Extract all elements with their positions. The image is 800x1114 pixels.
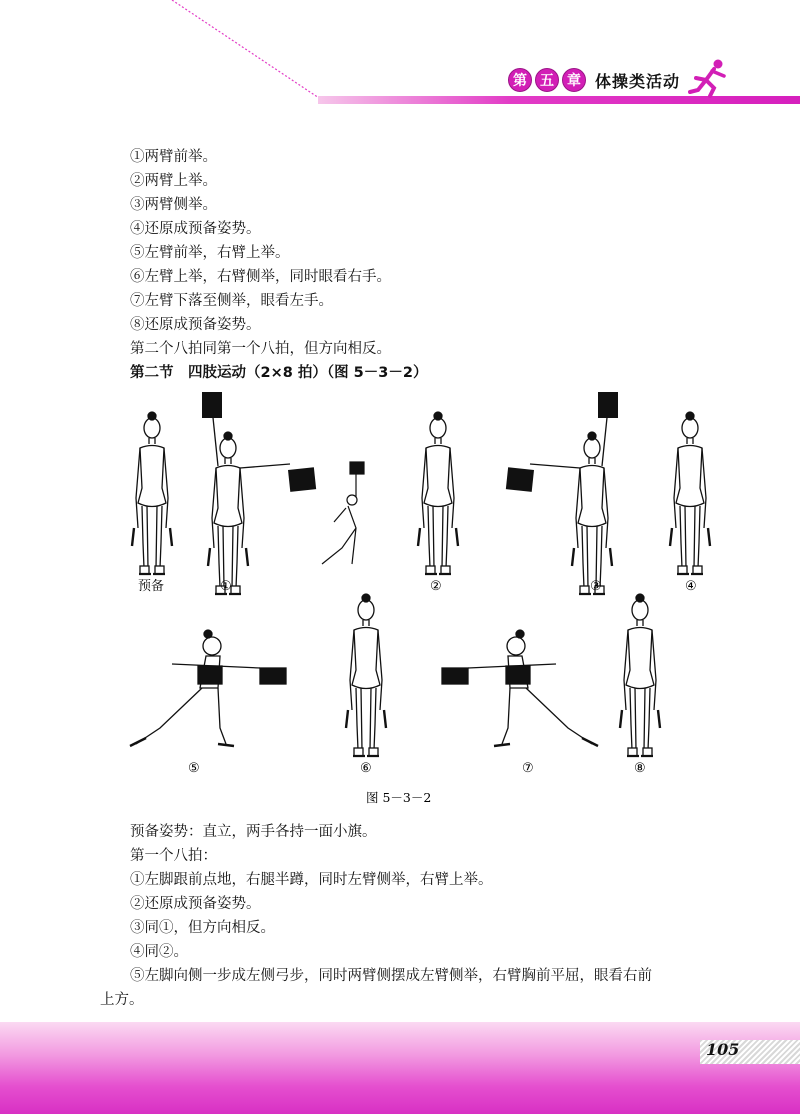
paragraph: 第二个八拍同第一个八拍，但方向相反。 [130,341,391,357]
header-decorative-line [0,0,800,110]
paragraph: ①左脚跟前点地，右腿半蹲，同时左臂侧举，右臂上举。 [130,872,493,888]
paragraph: ⑥左臂上举，右臂侧举，同时眼看右手。 [130,269,391,285]
exercise-illustration [120,388,720,808]
paragraph: ⑤左脚向侧一步成左侧弓步，同时两臂侧摆成左臂侧举，右臂胸前平屈，眼看右前 [130,968,652,984]
exercise-figure [120,388,720,808]
paragraph: ③两臂侧举。 [130,197,217,213]
chapter-title: 体操类活动 [595,71,681,91]
footer-band [0,1022,800,1114]
figure-label: ⑤ [188,761,200,776]
paragraph: ⑦左臂下落至侧举，眼看左手。 [130,293,333,309]
paragraph: ②两臂上举。 [130,173,217,189]
body-text-top [100,145,427,385]
paragraph: ⑤左臂前举，右臂上举。 [130,245,290,261]
figure-label: ② [430,579,442,594]
page-number: 105 [706,1040,740,1059]
figure-label: ⑦ [522,761,534,776]
body-text-bottom [100,820,652,1012]
figure-label: ⑧ [634,761,646,776]
paragraph: 上方。 [100,992,144,1008]
paragraph: ④同②。 [130,944,188,960]
figure-label: ⑥ [360,761,372,776]
chapter-char: 章 [562,68,586,92]
section-heading: 第二节 四肢运动（2×8 拍）（图 5－3－2） [130,365,428,381]
paragraph: ①两臂前举。 [130,149,217,165]
figure-caption: 图 5－3－2 [366,790,432,805]
figure-label: ③ [590,579,602,594]
paragraph: ②还原成预备姿势。 [130,896,261,912]
paragraph: ⑧还原成预备姿势。 [130,317,261,333]
figure-label: 预备 [138,579,165,594]
chapter-heading [508,68,680,92]
paragraph: 预备姿势：直立，两手各持一面小旗。 [130,824,377,840]
runner-icon [688,58,732,98]
chapter-char: 五 [535,68,559,92]
paragraph: ③同①，但方向相反。 [130,920,275,936]
figure-label: ① [220,579,232,594]
figure-label: ④ [685,579,697,594]
paragraph: 第一个八拍： [130,848,217,864]
chapter-char: 第 [508,68,532,92]
paragraph: ④还原成预备姿势。 [130,221,261,237]
